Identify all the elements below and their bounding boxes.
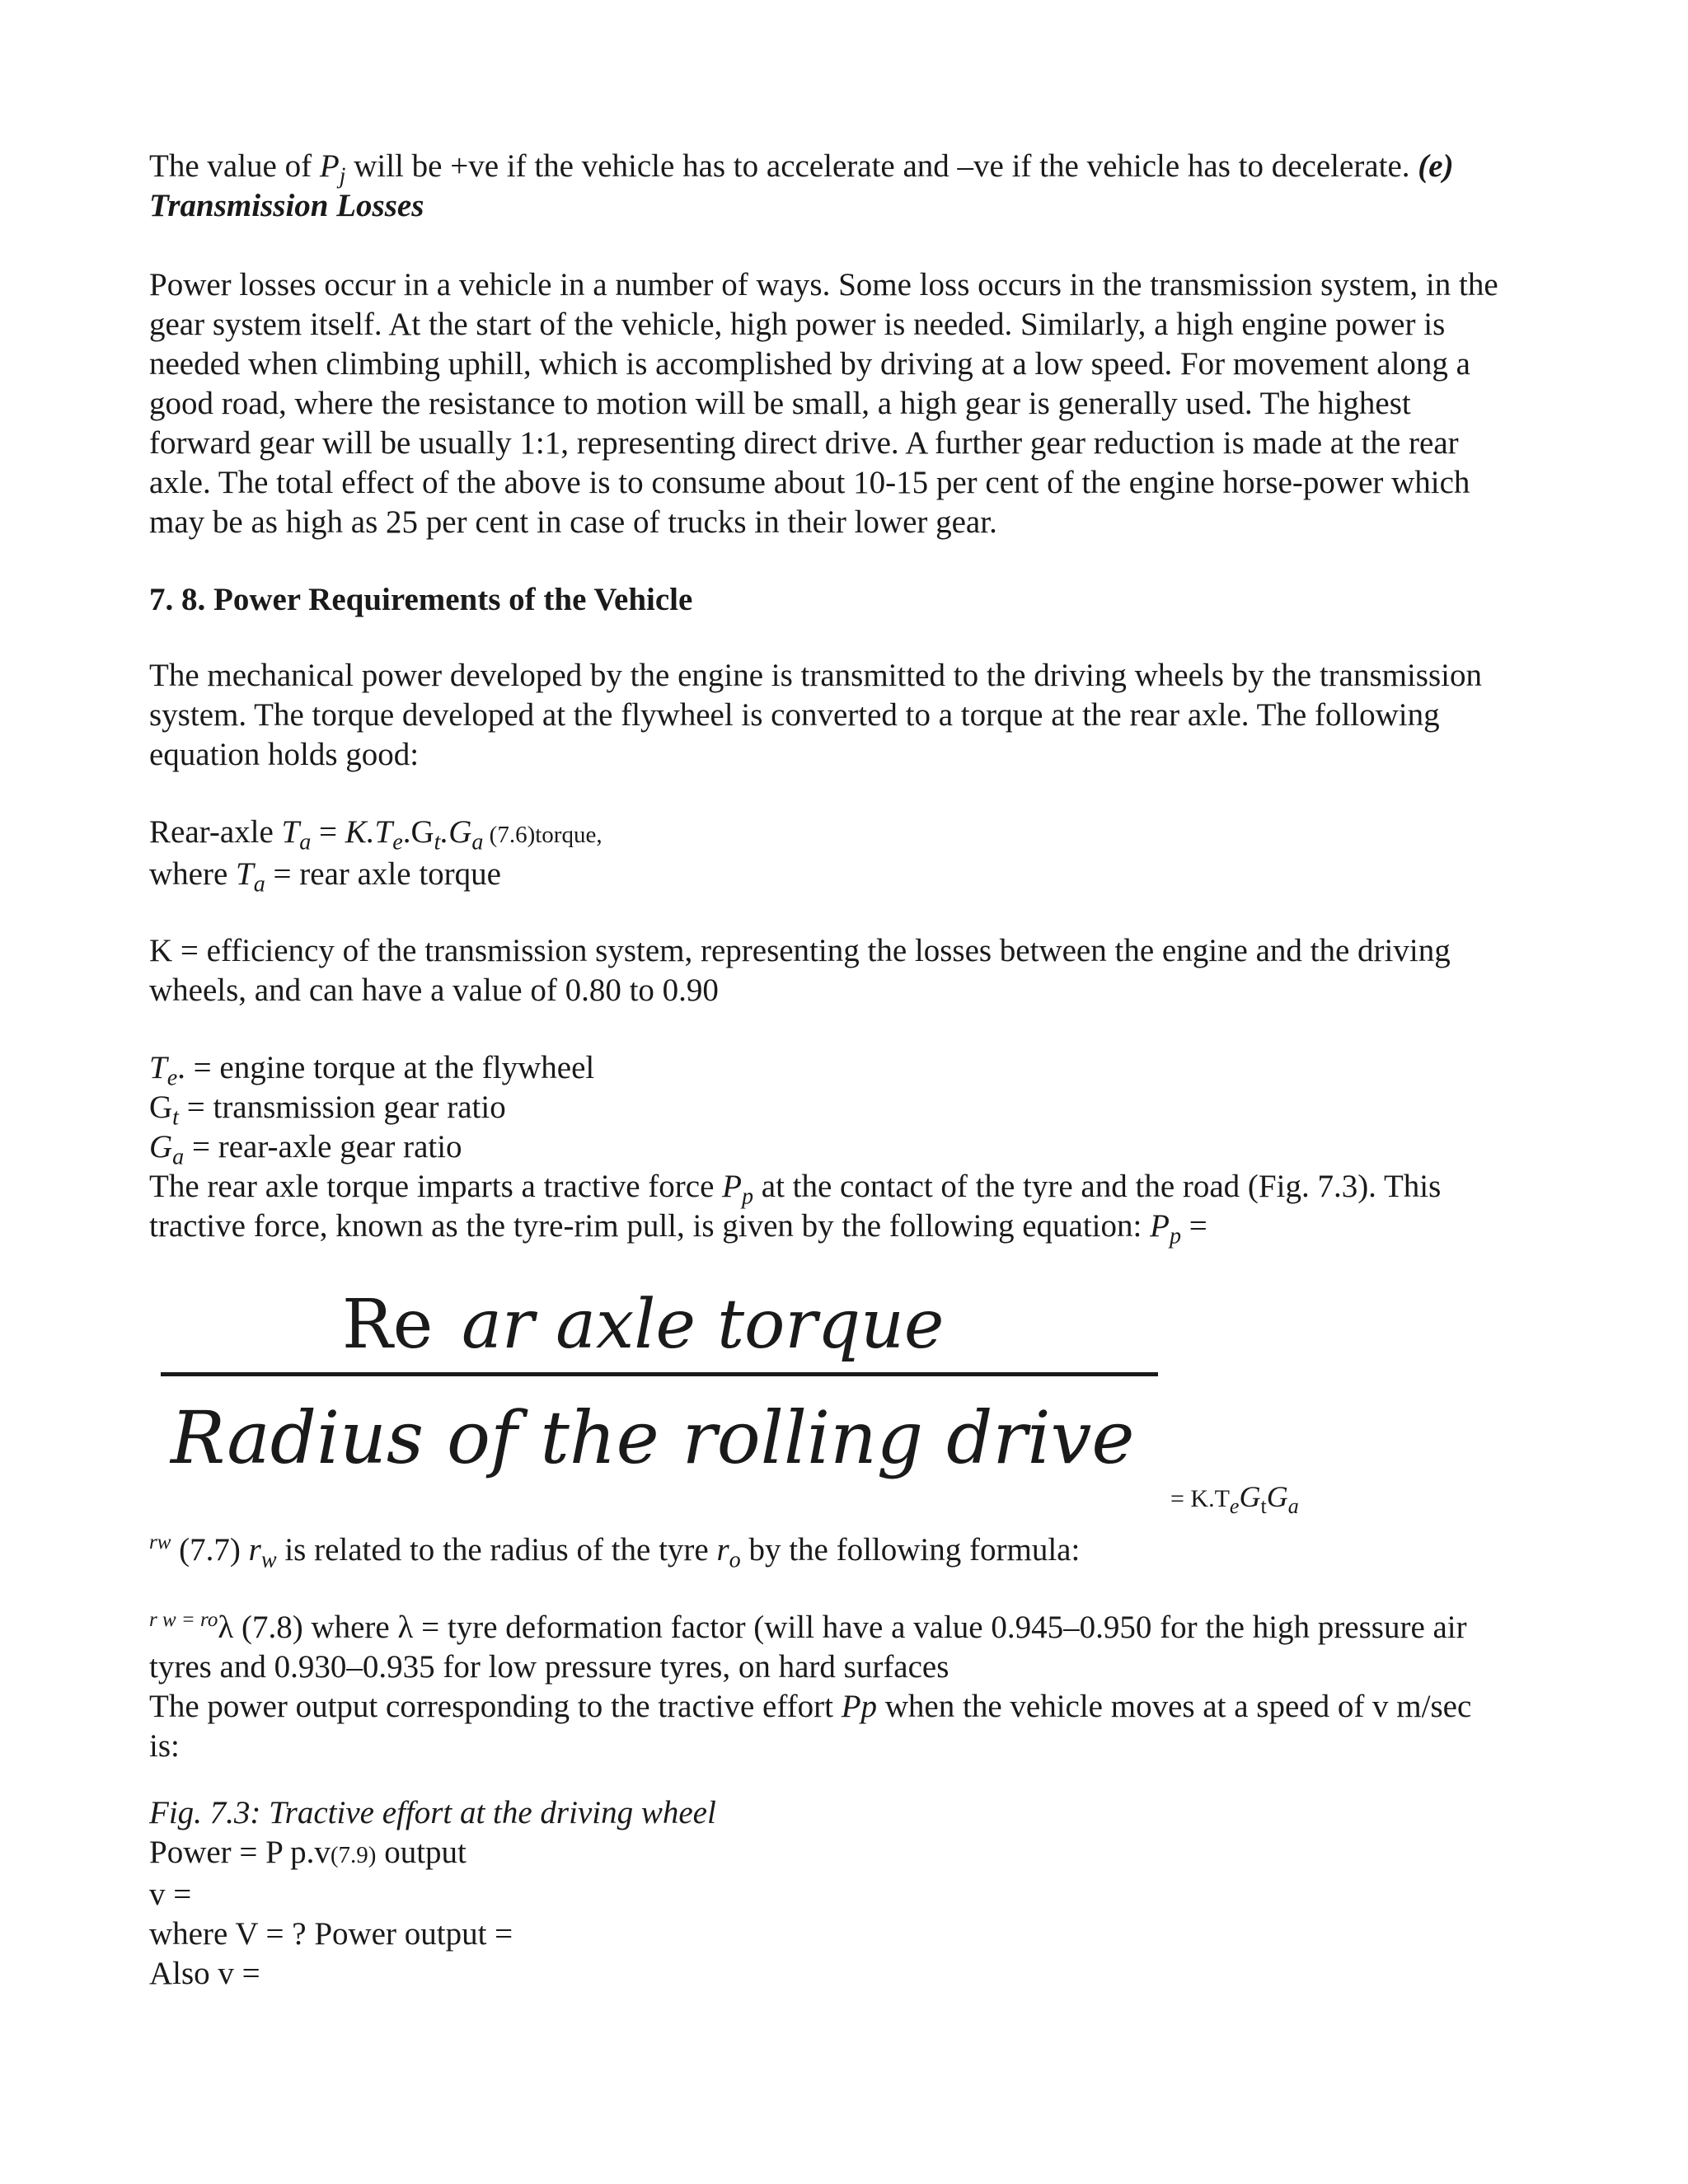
text-line: needed when climbing uphill, which is accomplished by driving at a low speed. For movement along a (149, 346, 1470, 382)
text-line: equation holds good: (149, 737, 420, 772)
text-line: tyres and 0.930–0.935 for low pressure tyres, on hard surfaces (149, 1649, 950, 1685)
section-letter: (e) (1418, 148, 1454, 184)
text-line: is: (149, 1728, 180, 1764)
text-line: $T_e$. = engine torque at the flywheel (149, 1050, 595, 1091)
text-line: where $T_a$ = rear axle torque (149, 856, 501, 898)
paragraph-pj (149, 147, 1550, 226)
paragraph-mechanical-power (149, 656, 1550, 775)
text-line: where V = ? Power output = (149, 1916, 513, 1952)
subheading-transmission-losses: Transmission Losses (149, 188, 424, 223)
text-line: $G_t$ = transmission gear ratio (149, 1090, 506, 1131)
text-line: wheels, and can have a value of 0.80 to 0.90 (149, 972, 719, 1008)
text-line: $^{rw}$ (7.7) $r_w$ is related to the radius of the tyre $r_o$ by the following formula: (149, 1531, 1081, 1573)
equation-7-6 (149, 813, 1550, 898)
paragraph-efficiency (149, 931, 1550, 1010)
text-line: $G_a$ = rear-axle gear ratio (149, 1129, 462, 1170)
formula-numerator: ar axle torque (462, 1286, 945, 1364)
fraction-bar (161, 1372, 1158, 1376)
text-line: K = efficiency of the transmission system, representing the losses between the engine and the driving (149, 933, 1451, 968)
equation-7-7 (149, 1523, 1550, 1573)
section-heading: 7. 8. Power Requirements of the Vehicle (149, 582, 693, 617)
formula-denominator: Radius of the rolling drive (171, 1395, 1135, 1480)
power-output (149, 1833, 1550, 1994)
text-line: The value of $P_j$ will be +ve if the vehicle has to accelerate and –ve if the vehicle has to decelerate. (e) (149, 148, 1454, 190)
text-line: Also v = (149, 1956, 260, 1991)
text-line: v = (149, 1877, 192, 1912)
text-line: The rear axle torque imparts a tractive force $P_p$ at the contact of the tyre and the road (Fig. 7.3). This (149, 1169, 1442, 1210)
text-line: gear system itself. At the start of the vehicle, high power is needed. Similarly, a high engine power is (149, 307, 1446, 342)
definitions (149, 1048, 1550, 1249)
formula-tyre-rim-pull (161, 1265, 1166, 1504)
formula-numerator-re: Re (342, 1286, 434, 1364)
formula-graphic (161, 1265, 1166, 1504)
text-line: Power = P p.v(7.9) output (149, 1835, 467, 1870)
paragraph-power-losses (149, 265, 1550, 542)
text-line: may be as high as 25 per cent in case of trucks in their lower gear. (149, 504, 997, 540)
formula-rhs: = $K.T_eG_tG_a$ (1170, 1480, 1299, 1518)
equation-7-8 (149, 1601, 1550, 1766)
text-line: The power output corresponding to the tractive effort Pp when the vehicle moves at a speed of v m/sec (149, 1689, 1472, 1724)
text-line: system. The torque developed at the flywheel is converted to a torque at the rear axle. The following (149, 697, 1440, 733)
text-line: axle. The total effect of the above is to consume about 10-15 per cent of the engine horse-power which (149, 465, 1470, 500)
text-line: Rear-axle $T_a = K.T_e.G_t.G_a$ (7.6)torque, (149, 814, 603, 855)
text-line: $^{r w = ro}$λ (7.8) where λ = tyre deformation factor (will have a value 0.945–0.950 for the high pressure air (149, 1609, 1467, 1645)
figure-caption: Fig. 7.3: Tractive effort at the driving wheel (149, 1795, 716, 1830)
text-line: forward gear will be usually 1:1, representing direct drive. A further gear reduction is made at the rear (149, 425, 1459, 461)
text-line: good road, where the resistance to motion will be small, a high gear is generally used. The highest (149, 386, 1411, 421)
text-line: tractive force, known as the tyre-rim pull, is given by the following equation: $P_p$ = (149, 1208, 1207, 1249)
text-line: The mechanical power developed by the engine is transmitted to the driving wheels by the transmission (149, 658, 1482, 693)
text-line: Power losses occur in a vehicle in a number of ways. Some loss occurs in the transmission system, in the (149, 267, 1498, 302)
